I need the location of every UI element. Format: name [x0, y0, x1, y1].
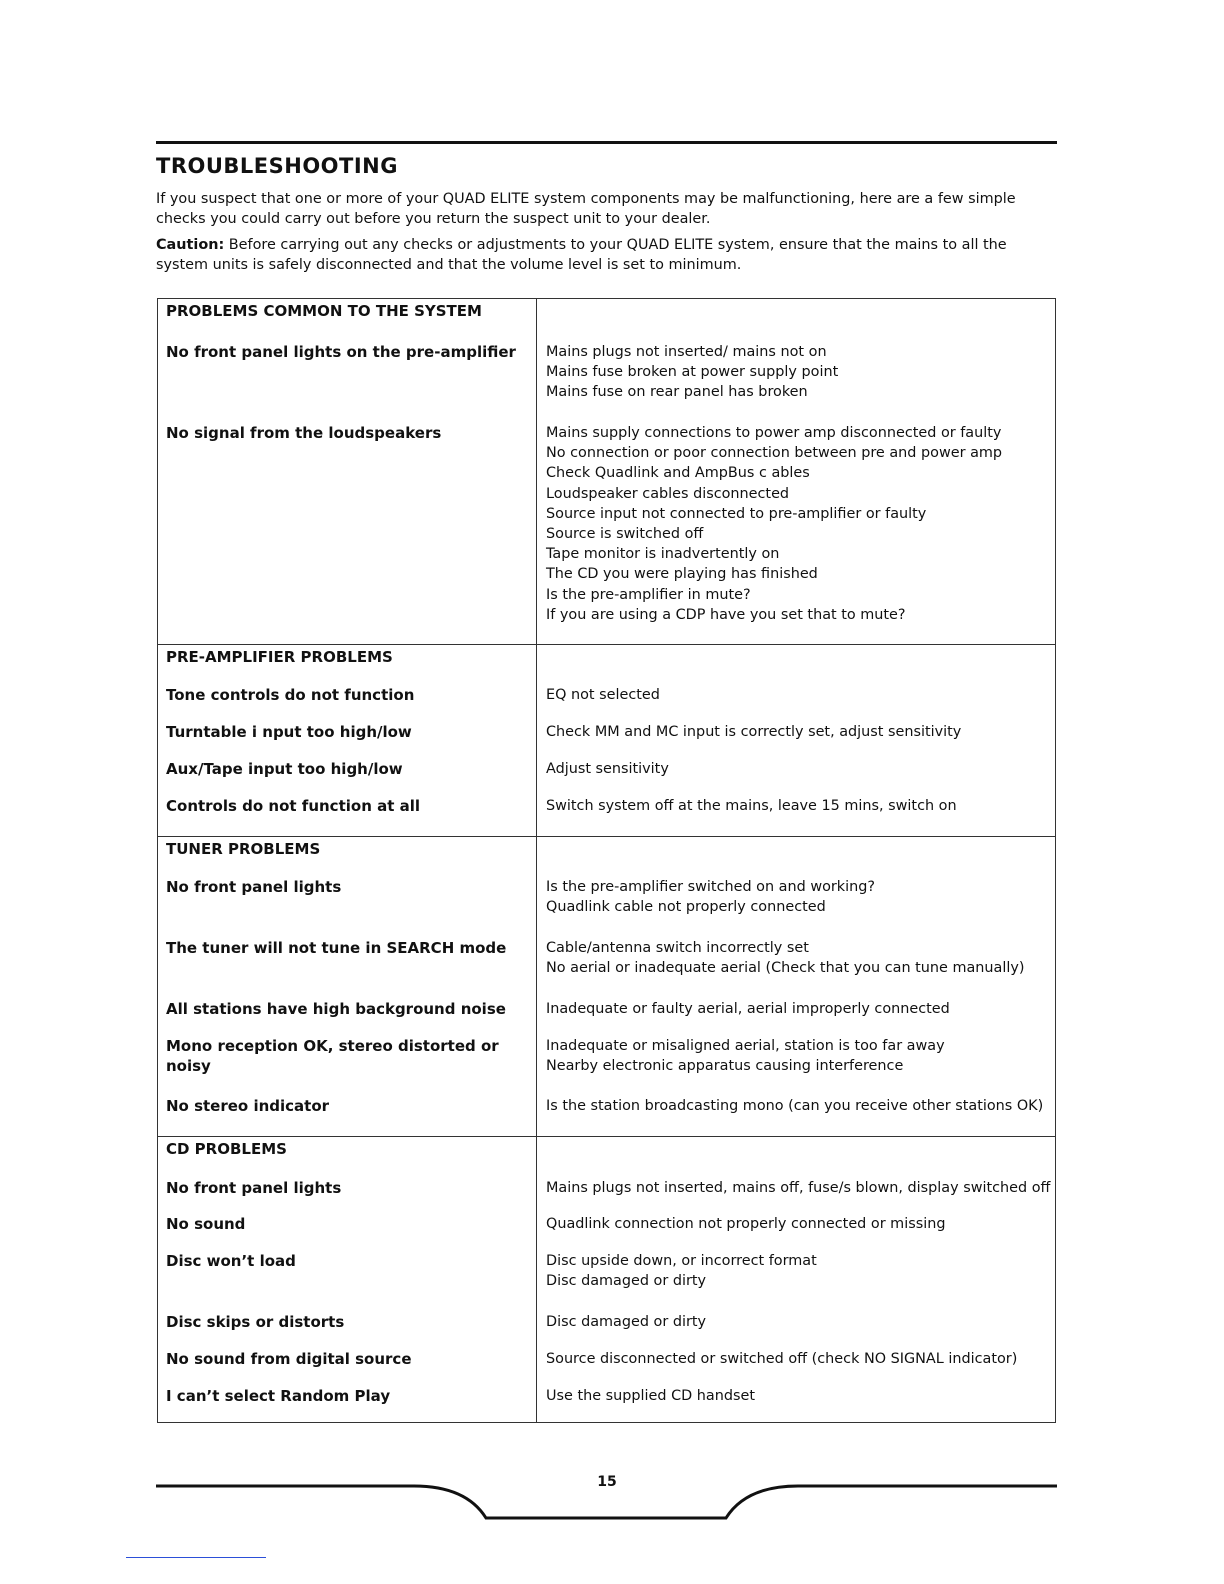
remedy-item: Disc upside down, or incorrect format — [546, 1253, 817, 1269]
remedy-list — [546, 796, 1046, 816]
remedy-item: Is the station broadcasting mono (can you receive other stations OK) — [546, 1098, 1044, 1114]
remedy-item: Source disconnected or switched off (check NO SIGNAL indicator) — [546, 1351, 1018, 1367]
top-rule — [156, 141, 1057, 144]
remedy-list — [546, 685, 1046, 705]
remedy-item: Check MM and MC input is correctly set, adjust sensitivity — [546, 724, 962, 740]
caution-paragraph — [156, 235, 1058, 275]
remedy-list — [546, 722, 1046, 742]
remedy-item: If you are using a CDP have you set that to mute? — [546, 606, 906, 623]
remedy-item: Mains supply connections to power amp disconnected or faulty — [546, 425, 1002, 441]
remedy-item: Quadlink cable not properly connected — [546, 899, 826, 916]
remedy-item: Mains fuse broken at power supply point — [546, 364, 839, 381]
remedy-item: Disc damaged or dirty — [546, 1273, 707, 1290]
remedy-list — [546, 877, 1046, 917]
remedy-item: Source is switched off — [546, 526, 704, 543]
column-divider — [536, 645, 537, 836]
problem-label: Tone controls do not function — [166, 686, 415, 704]
problem-label: Controls do not function at all — [166, 797, 421, 815]
column-divider — [536, 299, 537, 644]
problem-label: No sound — [166, 1215, 246, 1233]
problem-label: Turntable i nput too high/low — [166, 723, 412, 741]
problem-label: I can’t select Random Play — [166, 1387, 391, 1405]
remedy-item: Tape monitor is inadvertently on — [546, 546, 780, 563]
remedy-item: Nearby electronic apparatus causing interference — [546, 1058, 904, 1075]
remedy-list — [546, 759, 1046, 779]
page-number: 15 — [597, 1474, 617, 1490]
caution-text: Before carrying out any checks or adjustments to your QUAD ELITE system, ensure that the mains to all the system units is safely disconnected and that the volume level is set to minimum. — [156, 237, 1007, 273]
remedy-item: Mains fuse on rear panel has broken — [546, 384, 808, 401]
remedy-list — [546, 423, 1046, 625]
remedy-list — [546, 1386, 1046, 1406]
problem-label: No front panel lights — [166, 1179, 342, 1197]
remedy-list — [546, 1036, 1046, 1076]
remedy-item: Switch system off at the mains, leave 15 mins, switch on — [546, 798, 957, 814]
page-title: TROUBLESHOOTING — [156, 154, 398, 178]
remedy-item: No aerial or inadequate aerial (Check that you can tune manually) — [546, 960, 1025, 977]
remedy-list — [546, 999, 1046, 1019]
remedy-item: EQ not selected — [546, 687, 660, 703]
remedy-list — [546, 1251, 1046, 1291]
remedy-list — [546, 1178, 1051, 1198]
section-heading: PRE-AMPLIFIER PROBLEMS — [166, 648, 393, 666]
section-preamp-problems — [157, 644, 1056, 837]
problem-label: The tuner will not tune in SEARCH mode — [166, 939, 507, 957]
remedy-list — [546, 1214, 1046, 1234]
remedy-item: Mains plugs not inserted, mains off, fuse/s blown, display switched off — [546, 1180, 1051, 1196]
section-heading: CD PROBLEMS — [166, 1140, 287, 1158]
problem-label: Mono reception OK, stereo distorted or noisy — [166, 1037, 499, 1075]
problem-label: No sound from digital source — [166, 1350, 412, 1368]
problem-label: No front panel lights on the pre-amplifier — [166, 343, 516, 361]
remedy-item: Use the supplied CD handset — [546, 1388, 755, 1404]
remedy-item: Adjust sensitivity — [546, 761, 669, 777]
remedy-item: Quadlink connection not properly connected or missing — [546, 1216, 946, 1232]
remedy-item: Inadequate or misaligned aerial, station is too far away — [546, 1038, 945, 1054]
intro-paragraph: If you suspect that one or more of your QUAD ELITE system components may be malfunctioning, here are a few simple checks you could carry out before you return the suspect unit to your dealer. — [156, 191, 1016, 227]
remedy-list — [546, 1349, 1046, 1369]
remedy-item: No connection or poor connection between pre and power amp — [546, 445, 1003, 462]
section-heading: TUNER PROBLEMS — [166, 840, 321, 858]
section-tuner-problems — [157, 836, 1056, 1137]
problem-label: Aux/Tape input too high/low — [166, 760, 403, 778]
section-cd-problems — [157, 1136, 1056, 1423]
section-heading: PROBLEMS COMMON TO THE SYSTEM — [166, 302, 482, 320]
remedy-item: Is the pre-amplifier in mute? — [546, 586, 751, 603]
remedy-item: Disc damaged or dirty — [546, 1314, 707, 1330]
remedy-list — [546, 1312, 1046, 1332]
caution-label: Caution: — [156, 237, 225, 253]
problem-label: No signal from the loudspeakers — [166, 424, 442, 442]
remedy-item: Check Quadlink and AmpBus c ables — [546, 465, 810, 482]
problem-label: Disc won’t load — [166, 1252, 296, 1270]
problem-label: No front panel lights — [166, 878, 342, 896]
problem-label: All stations have high background noise — [166, 1000, 506, 1018]
remedy-item: Is the pre-amplifier switched on and working? — [546, 879, 876, 895]
remedy-list — [546, 938, 1046, 978]
remedy-item: Source input not connected to pre-amplifier or faulty — [546, 505, 927, 522]
remedy-list — [546, 1096, 1046, 1116]
remedy-item: The CD you were playing has finished — [546, 566, 818, 583]
section-common-problems — [157, 298, 1056, 645]
remedy-item: Loudspeaker cables disconnected — [546, 485, 790, 502]
problem-label: Disc skips or distorts — [166, 1313, 345, 1331]
remedy-item: Inadequate or faulty aerial, aerial improperly connected — [546, 1001, 950, 1017]
problem-label: No stereo indicator — [166, 1097, 330, 1115]
column-divider — [536, 1137, 537, 1422]
remedy-list — [546, 342, 1046, 403]
remedy-item: Cable/antenna switch incorrectly set — [546, 940, 809, 956]
link-underline — [126, 1557, 266, 1558]
remedy-item: Mains plugs not inserted/ mains not on — [546, 344, 827, 360]
column-divider — [536, 837, 537, 1136]
